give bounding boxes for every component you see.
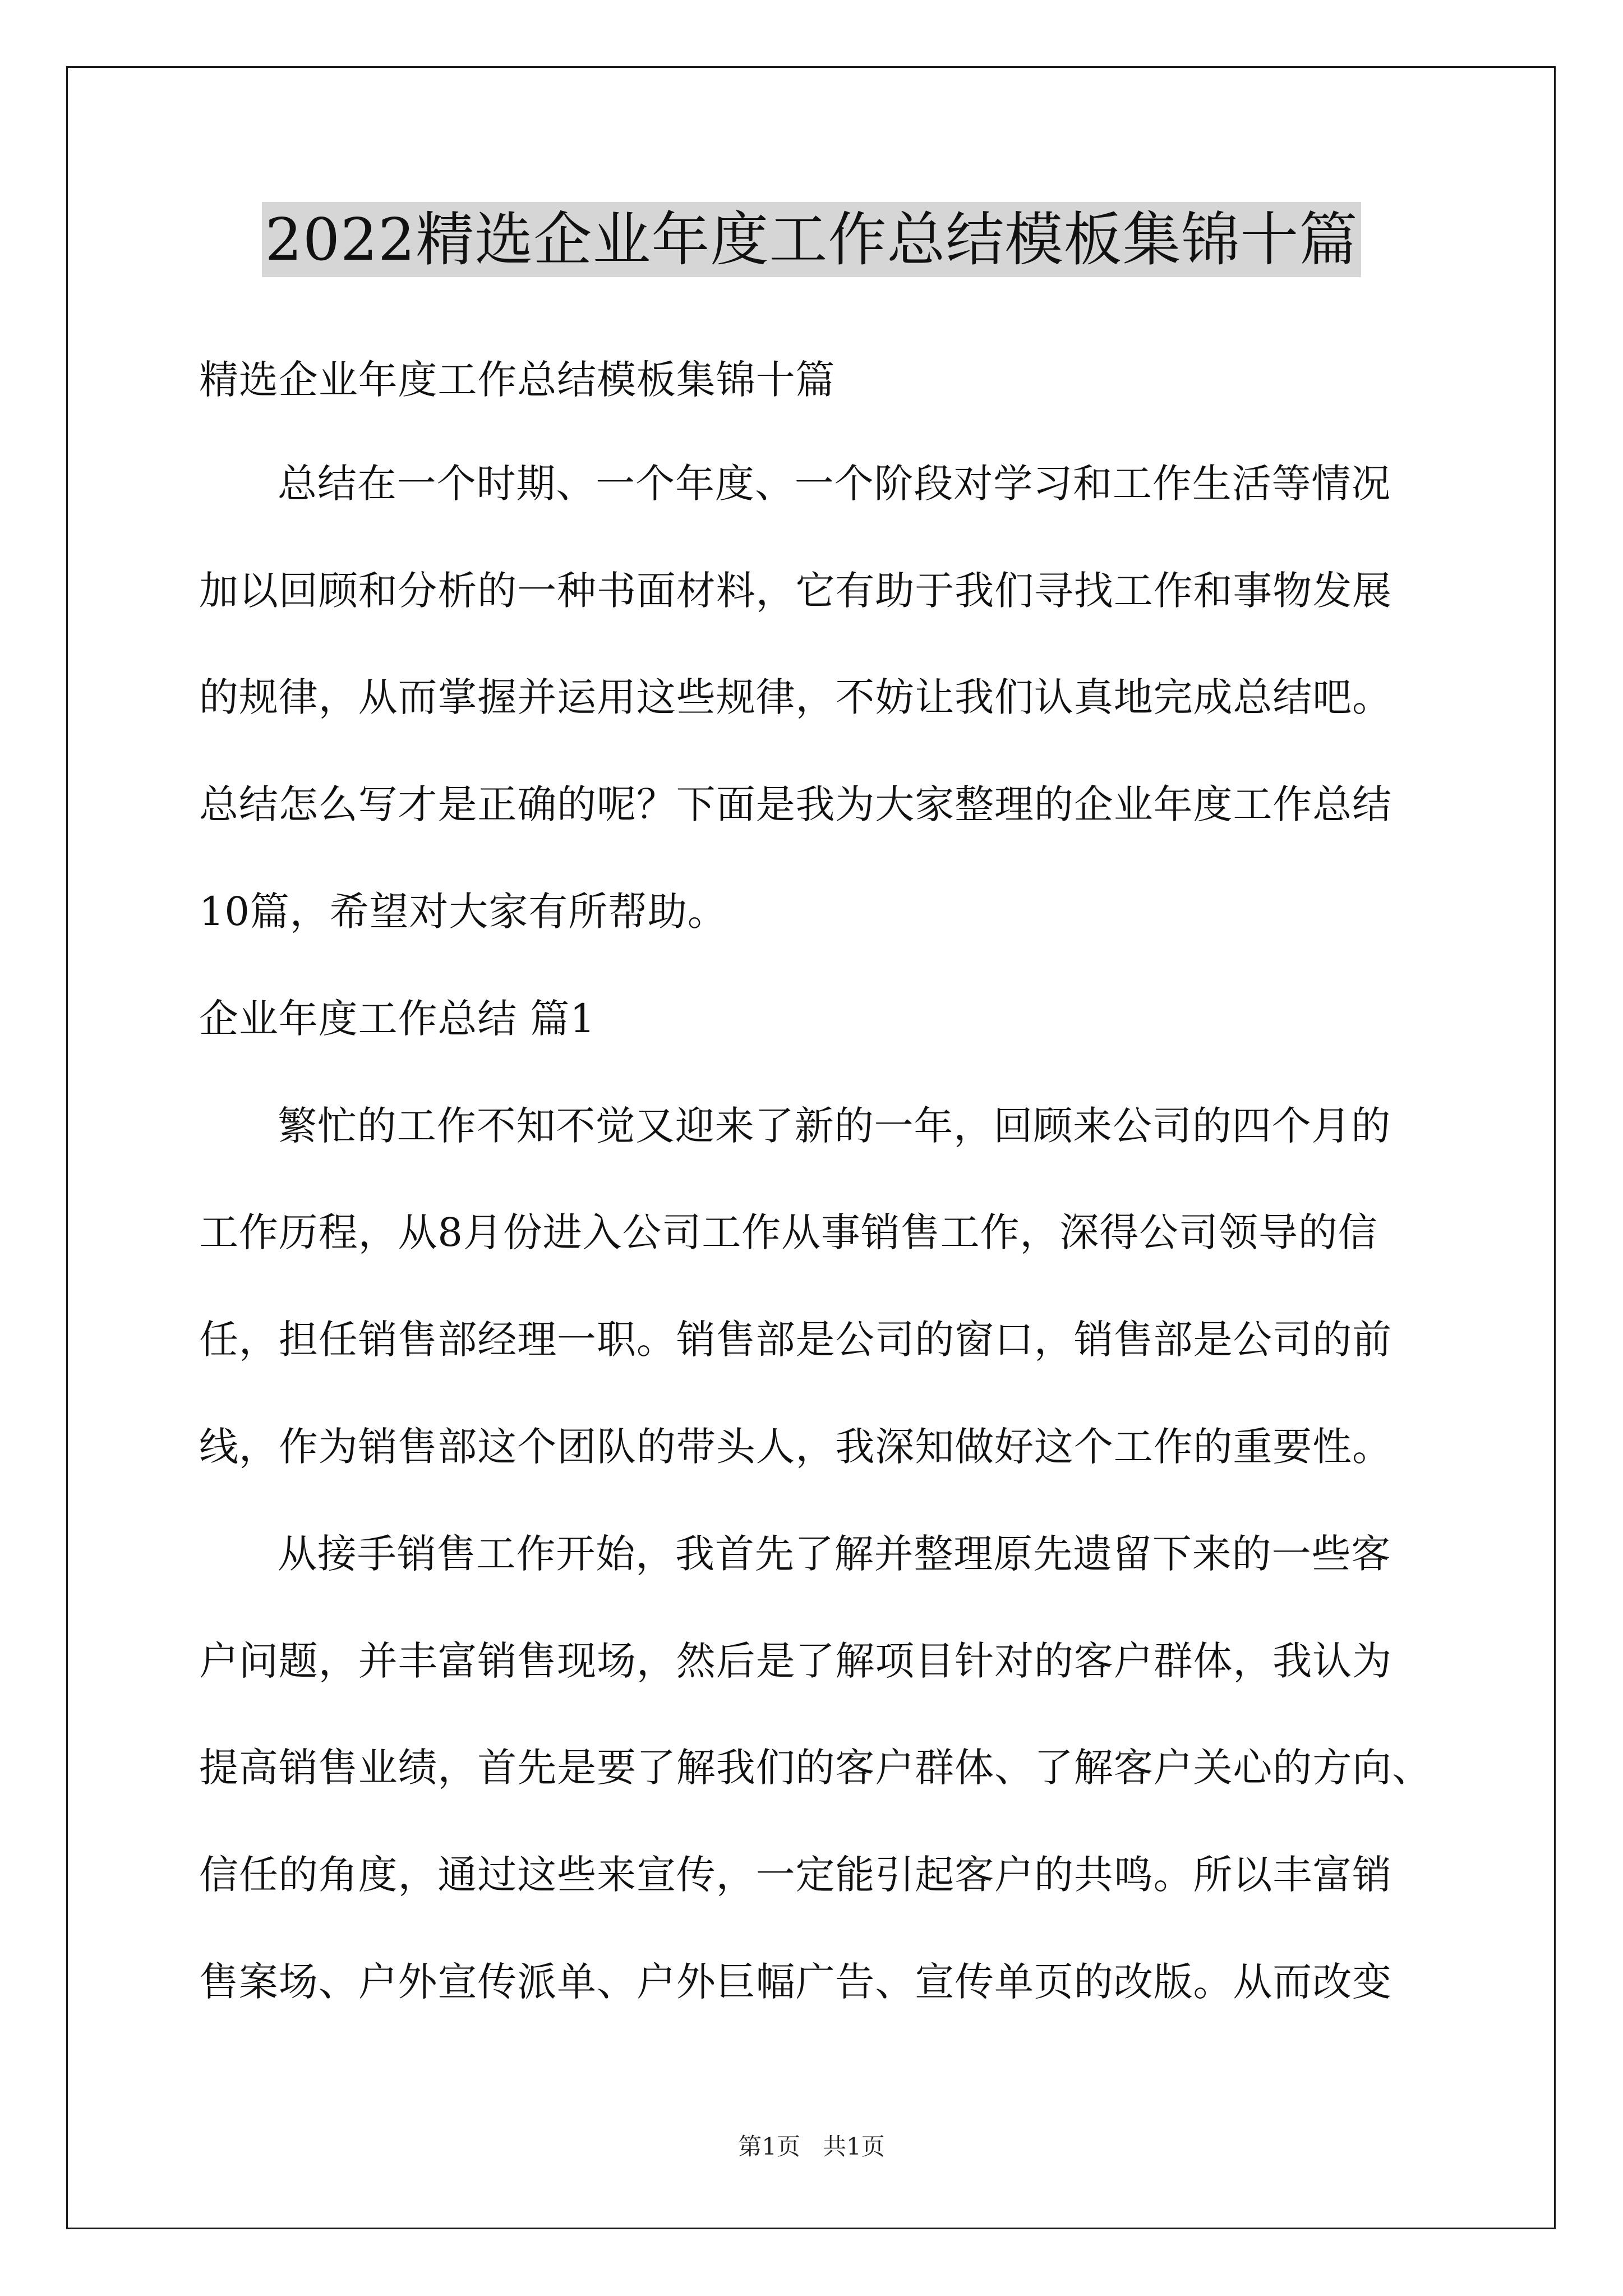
paragraph-line: 总结在一个时期、一个年度、一个阶段对学习和工作生活等情况 [278, 461, 1391, 507]
subtitle-line: 精选企业年度工作总结模板集锦十篇 [199, 357, 836, 403]
paragraph-line: 工作历程，从8月份进入公司工作从事销售工作，深得公司领导的信 [199, 1209, 1378, 1255]
paragraph-line: 信任的角度，通过这些来宣传，一定能引起客户的共鸣。所以丰富销 [199, 1852, 1392, 1898]
page-footer: 第1页 共1页 [738, 2133, 885, 2160]
paragraph-line: 10篇，希望对大家有所帮助。 [199, 889, 727, 935]
paragraph-line: 任，担任销售部经理一职。销售部是公司的窗口，销售部是公司的前 [199, 1317, 1392, 1363]
paragraph-line: 加以回顾和分析的一种书面材料，它有助于我们寻找工作和事物发展 [199, 568, 1392, 614]
section-heading: 企业年度工作总结 篇1 [199, 996, 596, 1042]
paragraph-line: 的规律，从而掌握并运用这些规律，不妨让我们认真地完成总结吧。 [199, 674, 1392, 720]
paragraph-line: 线，作为销售部这个团队的带头人，我深知做好这个工作的重要性。 [199, 1424, 1392, 1470]
paragraph-line: 繁忙的工作不知不觉又迎来了新的一年，回顾来公司的四个月的 [278, 1103, 1391, 1149]
paragraph-line: 售案场、户外宣传派单、户外巨幅广告、宣传单页的改版。从而改变 [199, 1959, 1392, 2005]
title-container [0, 202, 1623, 277]
paragraph-line: 从接手销售工作开始，我首先了解并整理原先遗留下来的一些客 [278, 1531, 1391, 1577]
document-title: 2022精选企业年度工作总结模板集锦十篇 [262, 202, 1362, 277]
paragraph-line: 户问题，并丰富销售现场，然后是了解项目针对的客户群体，我认为 [199, 1638, 1392, 1684]
paragraph-line: 总结怎么写才是正确的呢？下面是我为大家整理的企业年度工作总结 [199, 781, 1392, 827]
paragraph-line: 提高销售业绩，首先是要了解我们的客户群体、了解客户关心的方向、 [199, 1745, 1432, 1791]
